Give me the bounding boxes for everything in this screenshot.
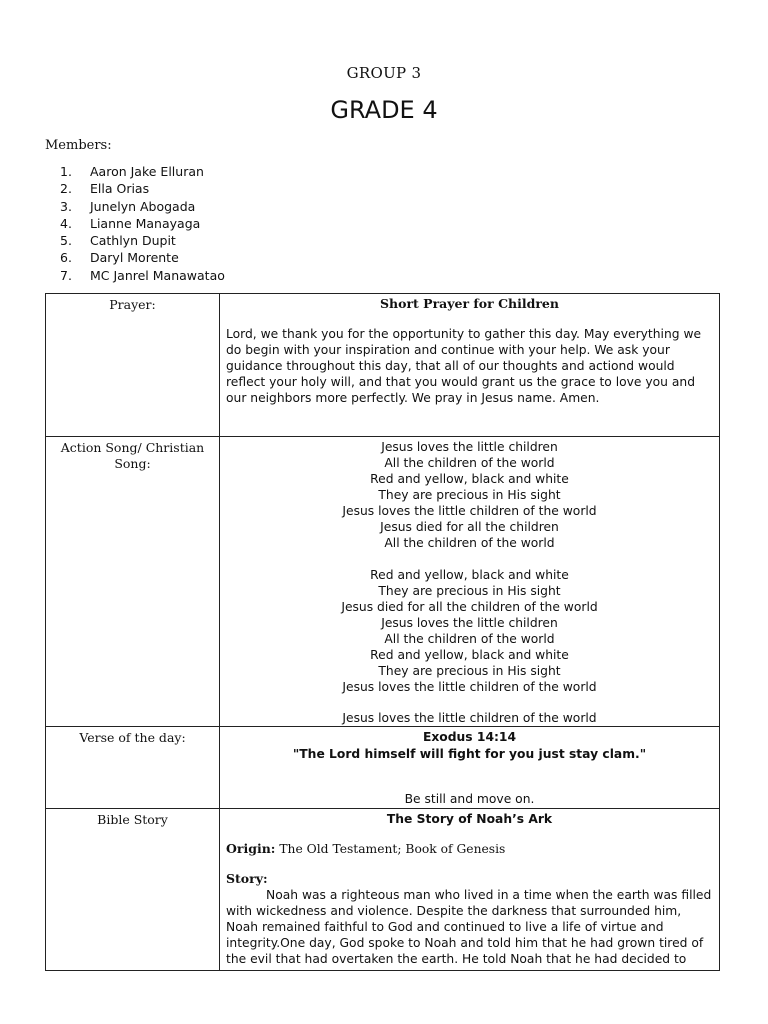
list-number: 3. (60, 198, 72, 214)
verse-quote: "The Lord himself will fight for you just stay clam." (292, 747, 647, 761)
prayer-title: Short Prayer for Children (380, 296, 559, 311)
members-label: Members: (45, 138, 112, 153)
member-name: Daryl Morente (90, 250, 179, 266)
origin-text: The Old Testament; Book of Genesis (279, 842, 506, 856)
group-title: GROUP 3 (346, 64, 422, 82)
verse-content (220, 727, 720, 809)
list-number: 6. (60, 250, 72, 266)
verse-label: Verse of the day: (46, 727, 220, 809)
list-number: 4. (60, 215, 72, 231)
song-line: Red and yellow, black and white (370, 472, 569, 486)
song-line: All the children of the world (384, 456, 555, 470)
member-name: Junelyn Abogada (90, 198, 196, 214)
song-line: All the children of the world (384, 536, 555, 550)
song-line: Jesus loves the little children (381, 616, 558, 630)
list-item (60, 267, 225, 284)
members-list (60, 163, 225, 284)
song-content (220, 437, 720, 727)
verse-reference: Exodus 14:14 (422, 730, 517, 744)
list-number: 2. (60, 181, 72, 197)
song-line: Jesus died for all the children (380, 520, 559, 534)
story-content (220, 809, 720, 971)
song-line: They are precious in His sight (378, 488, 561, 502)
member-name: Cathlyn Dupit (90, 233, 176, 249)
list-number: 5. (60, 233, 72, 249)
prayer-content (220, 294, 720, 437)
origin-label: Origin: (226, 841, 276, 856)
table-row-prayer (46, 294, 720, 437)
song-line: They are precious in His sight (378, 664, 561, 678)
list-number: 7. (60, 267, 72, 283)
lesson-table (45, 293, 720, 971)
table-row-verse (46, 727, 720, 809)
member-name: Lianne Manayaga (90, 215, 201, 231)
list-item (60, 163, 225, 180)
list-item (60, 249, 225, 266)
member-name: Aaron Jake Elluran (90, 164, 204, 179)
verse-note: Be still and move on. (404, 792, 535, 806)
song-line: They are precious in His sight (378, 584, 561, 598)
song-label: Action Song/ Christian Song: (46, 437, 220, 727)
story-section-label: Story: (226, 871, 268, 886)
story-text (226, 887, 713, 967)
story-title: The Story of Noah’s Ark (386, 812, 553, 826)
song-line: Jesus loves the little children of the world (342, 504, 597, 518)
list-item (60, 198, 225, 215)
prayer-label: Prayer: (46, 294, 220, 437)
list-item (60, 232, 225, 249)
song-line: Red and yellow, black and white (370, 568, 569, 582)
list-number: 1. (60, 164, 72, 179)
song-line: Jesus loves the little children of the world (342, 711, 597, 725)
list-item (60, 215, 225, 232)
prayer-text: Lord, we thank you for the opportunity to gather this day. May everything we do begin with your inspiration and continue with your help. We ask your guidance throughout this day, that all of our thoughts and actiond would reflect your holy will, and that you would grant us the grace to love you and our neighbors more perfectly. We pray in Jesus name. Amen. (226, 327, 702, 405)
member-name: Ella Orias (90, 181, 150, 197)
story-origin (226, 841, 713, 857)
song-line: Jesus loves the little children (381, 440, 558, 454)
story-label: Bible Story (46, 809, 220, 971)
story-body: Noah was a righteous man who lived in a time when the earth was filled with wickedness and violence. Despite the darkness that surrounded him, Noah remained faithful to God and continued to live a life of virtue and integrity.One day, God spoke to Noah and told him that he had grown tired of the evil that had overtaken the earth. He told Noah that he had decided to (226, 888, 712, 966)
list-item (60, 180, 225, 197)
table-row-story (46, 809, 720, 971)
song-line: Jesus loves the little children of the world (342, 680, 597, 694)
table-row-song (46, 437, 720, 727)
song-line: Jesus died for all the children of the world (341, 600, 598, 614)
member-name: MC Janrel Manawatao (90, 267, 225, 283)
grade-title: GRADE 4 (330, 96, 438, 124)
song-line: All the children of the world (384, 632, 555, 646)
song-line: Red and yellow, black and white (370, 648, 569, 662)
